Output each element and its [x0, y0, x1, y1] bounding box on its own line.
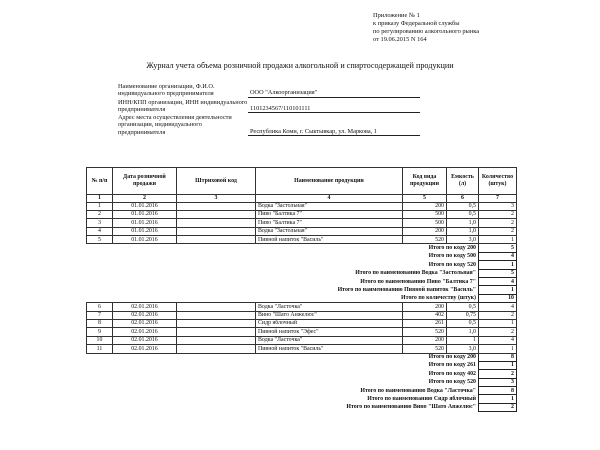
row-product-name: Пиво "Балтика 7" — [256, 210, 403, 218]
row-product-name: Водка "Ласточка" — [256, 336, 403, 344]
row-quantity: 2 — [479, 311, 517, 319]
row-product-name: Водка "Ласточка" — [256, 303, 403, 311]
row-quantity: 1 — [479, 236, 517, 244]
org-name-label: Наименование организации, Ф.И.О. индивидуального предпринимателя — [118, 83, 215, 98]
row-volume: 3,0 — [447, 236, 479, 244]
row-quantity: 4 — [479, 336, 517, 344]
row-date: 01.01.2016 — [113, 236, 177, 244]
row-product-name: Пивной напиток "Василь" — [256, 236, 403, 244]
subtotal-value: 1 — [479, 261, 517, 269]
col-number: 3 — [177, 195, 256, 203]
column-number-row — [87, 195, 517, 203]
org-inn-row — [118, 99, 418, 114]
subtotal-label: Итого по наименованию Пивной напиток "Василь" — [337, 286, 476, 293]
row-number: 6 — [87, 303, 113, 311]
col-header-number: № п/п — [87, 168, 113, 195]
subtotal-label: Итого по наименованию Пиво "Балтика 7" — [360, 278, 476, 285]
table-row — [87, 336, 517, 344]
appendix-line: от 19.06.2015 N 164 — [373, 36, 427, 43]
row-date: 02.01.2016 — [113, 319, 177, 327]
row-date: 01.01.2016 — [113, 219, 177, 227]
row-date: 02.01.2016 — [113, 303, 177, 311]
subtotal-label: Итого по наименованию Вино "Шато Анжелюс" — [346, 404, 476, 411]
row-number: 11 — [87, 345, 113, 353]
row-date: 01.01.2016 — [113, 227, 177, 235]
row-barcode — [177, 210, 256, 218]
row-quantity: 2 — [479, 328, 517, 336]
subtotal-row — [87, 261, 517, 269]
row-volume: 0,5 — [447, 319, 479, 327]
subtotal-row — [87, 395, 517, 403]
row-barcode — [177, 236, 256, 244]
table-row — [87, 202, 517, 210]
appendix-line: к приказу Федеральной службы — [373, 20, 460, 27]
subtotal-label: Итого по коду 500 — [428, 253, 476, 260]
row-barcode — [177, 345, 256, 353]
row-product-code: 261 — [403, 319, 447, 327]
row-product-name: Вино "Шато Анжелюс" — [256, 311, 403, 319]
row-volume: 3,0 — [447, 345, 479, 353]
subtotal-value: 2 — [479, 403, 517, 411]
table-row — [87, 210, 517, 218]
row-barcode — [177, 227, 256, 235]
org-name-value: ООО "Алкоорганизация" — [248, 89, 420, 97]
row-product-name: Сидр яблочный — [256, 319, 403, 327]
row-quantity: 4 — [479, 303, 517, 311]
subtotal-value: 1 — [479, 286, 517, 294]
row-number: 7 — [87, 311, 113, 319]
table-row — [87, 219, 517, 227]
row-barcode — [177, 303, 256, 311]
subtotal-row — [87, 370, 517, 378]
col-number: 6 — [447, 195, 479, 203]
col-header-product-code: Код вида продукции — [403, 168, 447, 195]
subtotal-label: Итого по коду 520 — [428, 379, 476, 386]
subtotal-value: 3 — [479, 378, 517, 386]
subtotal-row — [87, 378, 517, 386]
subtotal-row — [87, 278, 517, 286]
table-row — [87, 236, 517, 244]
subtotal-row — [87, 387, 517, 395]
org-address-row — [118, 114, 418, 136]
subtotal-row — [87, 361, 517, 369]
row-quantity: 1 — [479, 319, 517, 327]
row-barcode — [177, 219, 256, 227]
row-quantity: 2 — [479, 219, 517, 227]
subtotal-row — [87, 353, 517, 361]
subtotal-row — [87, 403, 517, 411]
row-product-name: Пиво "Балтика 7" — [256, 219, 403, 227]
header-row — [87, 168, 517, 195]
row-product-code: 200 — [403, 303, 447, 311]
subtotal-label: Итого по количеству (штук) — [401, 295, 476, 302]
subtotal-row — [87, 294, 517, 302]
table-header — [87, 168, 517, 203]
row-product-code: 200 — [403, 227, 447, 235]
subtotal-value: 8 — [479, 387, 517, 395]
col-number: 7 — [479, 195, 517, 203]
subtotal-value: 8 — [479, 353, 517, 361]
row-barcode — [177, 328, 256, 336]
appendix-line: Приложение № 1 — [373, 12, 420, 19]
row-date: 02.01.2016 — [113, 336, 177, 344]
row-number: 4 — [87, 227, 113, 235]
row-number: 9 — [87, 328, 113, 336]
row-quantity: 2 — [479, 210, 517, 218]
table-body — [87, 202, 517, 412]
col-header-volume: Емкость (л) — [447, 168, 479, 195]
subtotal-value: 4 — [479, 252, 517, 260]
row-product-code: 500 — [403, 210, 447, 218]
row-volume: 1,0 — [447, 328, 479, 336]
subtotal-value: 1 — [479, 361, 517, 369]
subtotal-value: 4 — [479, 278, 517, 286]
subtotal-label: Итого по наименованию Водка "Застольная" — [355, 270, 476, 277]
subtotal-row — [87, 269, 517, 277]
document-title: Журнал учета объема розничной продажи алкогольной и спиртосодержащей продукции — [146, 61, 454, 70]
row-barcode — [177, 202, 256, 210]
row-barcode — [177, 311, 256, 319]
row-barcode — [177, 319, 256, 327]
subtotal-label: Итого по коду 200 — [428, 245, 476, 252]
subtotal-value: 2 — [479, 370, 517, 378]
appendix-note — [373, 12, 593, 44]
row-number: 3 — [87, 219, 113, 227]
row-product-name: Пивной напиток "Василь" — [256, 345, 403, 353]
row-product-name: Водка "Застольная" — [256, 227, 403, 235]
subtotal-label: Итого по наименованию Водка "Ласточка" — [360, 387, 476, 394]
table-row — [87, 303, 517, 311]
table-row — [87, 311, 517, 319]
subtotal-label: Итого по коду 402 — [428, 370, 476, 377]
org-address-label: Адрес места осуществления деятельности организации, индивидуального предпринимателя — [118, 114, 232, 136]
row-product-code: 200 — [403, 336, 447, 344]
table-row — [87, 328, 517, 336]
row-product-code: 520 — [403, 328, 447, 336]
appendix-line: по регулированию алкогольного рынка — [373, 28, 480, 35]
org-inn-value: 1101234567/110101111 — [248, 105, 420, 113]
col-header-product-name: Наименование продукции — [256, 168, 403, 195]
col-header-barcode: Штриховой код — [177, 168, 256, 195]
subtotal-label: Итого по коду 261 — [428, 362, 476, 369]
subtotal-label: Итого по наименованию Сидр яблочный — [367, 395, 476, 402]
subtotal-value: 1 — [479, 395, 517, 403]
row-product-code: 200 — [403, 202, 447, 210]
subtotal-row — [87, 286, 517, 294]
subtotal-value: 5 — [479, 244, 517, 252]
row-number: 2 — [87, 210, 113, 218]
row-number: 10 — [87, 336, 113, 344]
row-volume: 0,5 — [447, 210, 479, 218]
col-number: 2 — [113, 195, 177, 203]
col-header-quantity: Количество (штук) — [479, 168, 517, 195]
row-product-code: 500 — [403, 219, 447, 227]
subtotal-label: Итого по коду 520 — [428, 261, 476, 268]
subtotal-row — [87, 244, 517, 252]
row-product-name: Пивной напиток "Эфес" — [256, 328, 403, 336]
row-barcode — [177, 336, 256, 344]
row-quantity: 3 — [479, 202, 517, 210]
org-inn-label: ИНН/КПП организации, ИНН индивидуального предпринимателя — [118, 98, 248, 113]
row-quantity: 2 — [479, 227, 517, 235]
table-row — [87, 319, 517, 327]
org-name-row — [118, 83, 418, 98]
row-volume: 1 — [447, 336, 479, 344]
sales-journal-table — [86, 167, 517, 412]
row-volume: 0,75 — [447, 311, 479, 319]
row-date: 02.01.2016 — [113, 311, 177, 319]
col-header-date: Дата розничной продажи — [113, 168, 177, 195]
row-date: 02.01.2016 — [113, 328, 177, 336]
row-product-code: 520 — [403, 345, 447, 353]
row-quantity: 1 — [479, 345, 517, 353]
row-product-code: 402 — [403, 311, 447, 319]
table-row — [87, 345, 517, 353]
row-volume: 0,5 — [447, 303, 479, 311]
subtotal-row — [87, 252, 517, 260]
row-date: 02.01.2016 — [113, 345, 177, 353]
row-number: 5 — [87, 236, 113, 244]
row-number: 1 — [87, 202, 113, 210]
row-product-code: 520 — [403, 236, 447, 244]
row-date: 01.01.2016 — [113, 202, 177, 210]
subtotal-value: 10 — [479, 294, 517, 302]
col-number: 5 — [403, 195, 447, 203]
subtotal-value: 5 — [479, 269, 517, 277]
col-number: 1 — [87, 195, 113, 203]
organization-details — [118, 83, 418, 136]
col-number: 4 — [256, 195, 403, 203]
row-number: 8 — [87, 319, 113, 327]
subtotal-label: Итого по коду 200 — [428, 354, 476, 361]
row-product-name: Водка "Застольная" — [256, 202, 403, 210]
row-volume: 0,5 — [447, 202, 479, 210]
row-volume: 1,0 — [447, 219, 479, 227]
table-row — [87, 227, 517, 235]
row-date: 01.01.2016 — [113, 210, 177, 218]
org-address-value: Республика Коми, г. Сыктывкар, ул. Маркова, 1 — [248, 128, 420, 136]
row-volume: 1,0 — [447, 227, 479, 235]
